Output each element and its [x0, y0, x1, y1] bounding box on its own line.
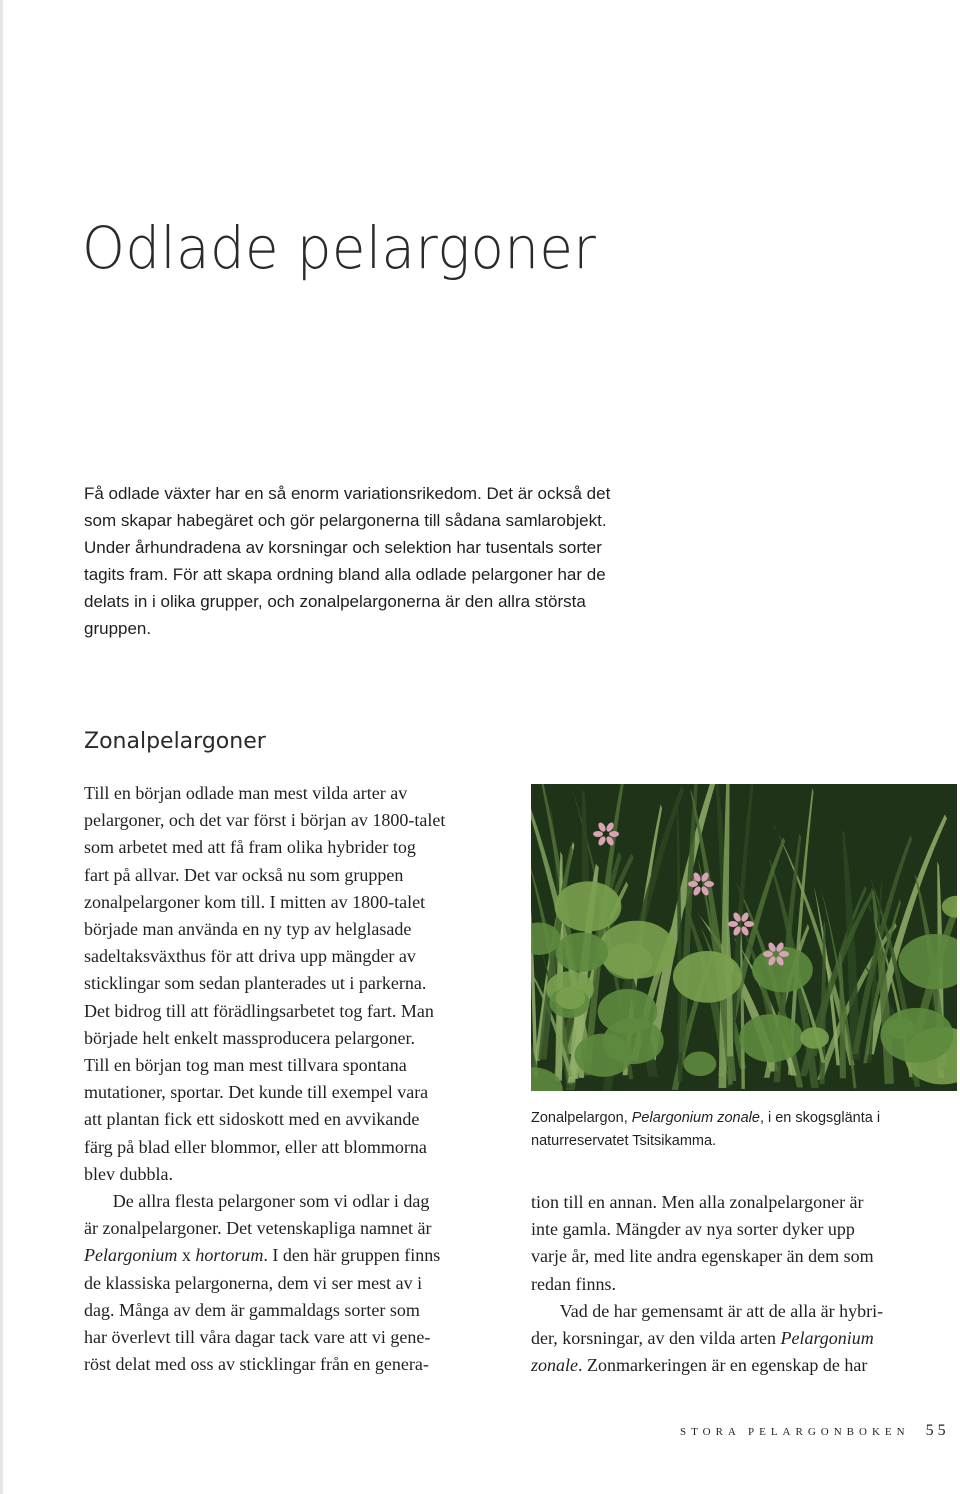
- body-line: inte gamla. Mängder av nya sorter dyker upp: [531, 1219, 855, 1240]
- intro-line: delats in i olika grupper, och zonalpelargonerna är den allra största: [84, 592, 586, 611]
- species-name: Pelargonium: [780, 1328, 874, 1349]
- body-line: som arbetet med att få fram olika hybrider tog: [84, 837, 416, 858]
- caption-text: , i en skogsglänta i: [759, 1110, 881, 1126]
- leaf: [598, 921, 675, 979]
- body-line: började man använda en ny typ av helglasade: [84, 919, 412, 940]
- leaf: [739, 1014, 803, 1062]
- intro-line: som skapar habegäret och gör pelargonerna till sådana samlarobjekt.: [84, 511, 607, 530]
- flower-petal: [593, 831, 603, 837]
- body-line: [531, 1325, 941, 1352]
- hybrid-sign: x: [177, 1245, 196, 1266]
- body-line: färg på blad eller blommor, eller att blommorna: [84, 1136, 427, 1157]
- body-line: blev dubbla.: [84, 1163, 173, 1184]
- intro-line: gruppen.: [84, 619, 152, 638]
- body-line: varje år, med lite andra egenskaper än dem som: [531, 1246, 874, 1267]
- page-footer: [680, 1422, 950, 1440]
- body-line: [84, 1242, 514, 1269]
- body-line: dag. Många av dem är gammaldags sorter som: [84, 1299, 420, 1320]
- leaf: [800, 1027, 829, 1049]
- body-line: tion till en annan. Men alla zonalpelargoner är: [531, 1192, 864, 1212]
- plant-photo: [531, 784, 957, 1091]
- body-line: zonalpelargoner kom till. I mitten av 1800-talet: [84, 891, 426, 912]
- body-line: sticklingar som sedan planterades ut i parkerna.: [84, 973, 427, 994]
- body-text: . I den här gruppen finns: [263, 1245, 441, 1266]
- flower-petal: [704, 881, 714, 887]
- body-line: mutationer, sportar. Det kunde till exempel vara: [84, 1082, 429, 1103]
- body-line: Till en början odlade man mest vilda arter av: [84, 783, 408, 803]
- leaf: [555, 932, 608, 971]
- intro-line: tagits fram. För att skapa ordning bland alla odlade pelargoner har de: [84, 565, 606, 584]
- body-column-right: [531, 1189, 941, 1379]
- body-line: har överlevt till våra dagar tack vare att vi gene-: [84, 1327, 431, 1348]
- body-column-left: [84, 780, 514, 1378]
- body-text: der, korsningar, av den vilda arten: [531, 1328, 781, 1349]
- section-heading: Zonalpelargoner: [84, 729, 266, 754]
- page-title: Odlade pelargoner: [82, 214, 597, 282]
- body-line: Det bidrog till att förädlingsarbetet tog fart. Man: [84, 1000, 434, 1021]
- flower-petal: [779, 951, 789, 957]
- body-line: redan finns.: [531, 1273, 616, 1294]
- leaf: [598, 989, 658, 1034]
- intro-line: Under århundradena av korsningar och selektion har tusentals sorter: [84, 538, 602, 557]
- body-line: Till en början tog man mest tillvara spontana: [84, 1055, 407, 1076]
- leaf: [683, 1051, 716, 1076]
- running-title: STORA PELARGONBOKEN: [680, 1426, 910, 1438]
- caption-species: Pelargonium zonale: [631, 1110, 760, 1126]
- flower-petal: [688, 881, 698, 887]
- page-edge: [0, 0, 3, 1494]
- body-line: röst delat med oss av sticklingar från en genera-: [84, 1354, 429, 1375]
- body-line: Vad de har gemensamt är att de alla är hybri-: [559, 1300, 884, 1321]
- body-line: De allra flesta pelargoner som vi odlar i dag: [112, 1191, 430, 1212]
- body-text: . Zonmarkeringen är en egenskap de har: [578, 1355, 868, 1376]
- body-line: sadeltaksväxthus för att driva upp mängder av: [84, 946, 416, 967]
- page-number: 55: [925, 1422, 950, 1439]
- flower-petal: [609, 831, 619, 837]
- body-line: [531, 1352, 941, 1379]
- species-name: Pelargonium: [84, 1245, 178, 1266]
- species-name: zonale: [531, 1355, 578, 1376]
- body-line: är zonalpelargoner. Det vetenskapliga namnet är: [84, 1218, 432, 1239]
- leaf: [887, 1018, 915, 1039]
- flower-petal: [744, 921, 754, 927]
- caption-line: [531, 1107, 941, 1130]
- body-line: började helt enkelt massproducera pelargoner.: [84, 1027, 416, 1048]
- body-line: att plantan fick ett sidoskott med en avvikande: [84, 1109, 420, 1130]
- leaf: [556, 987, 586, 1009]
- caption-line: naturreservatet Tsitsikamma.: [531, 1133, 717, 1149]
- body-line: fart på allvar. Det var också nu som gruppen: [84, 864, 404, 885]
- plant-photo-image: [531, 784, 957, 1091]
- intro-paragraph: [84, 480, 744, 642]
- caption-text: Zonalpelargon,: [531, 1110, 632, 1126]
- body-line: pelargoner, och det var först i början av 1800-talet: [84, 810, 446, 831]
- body-line: de klassiska pelargonerna, dem vi ser mest av i: [84, 1272, 423, 1293]
- leaf: [555, 881, 622, 931]
- flower-petal: [728, 921, 738, 927]
- leaf: [673, 951, 742, 1003]
- intro-line: Få odlade växter har en så enorm variationsrikedom. Det är också det: [84, 484, 611, 503]
- flower-petal: [763, 951, 773, 957]
- species-name: hortorum: [195, 1245, 264, 1266]
- photo-caption: [531, 1107, 941, 1153]
